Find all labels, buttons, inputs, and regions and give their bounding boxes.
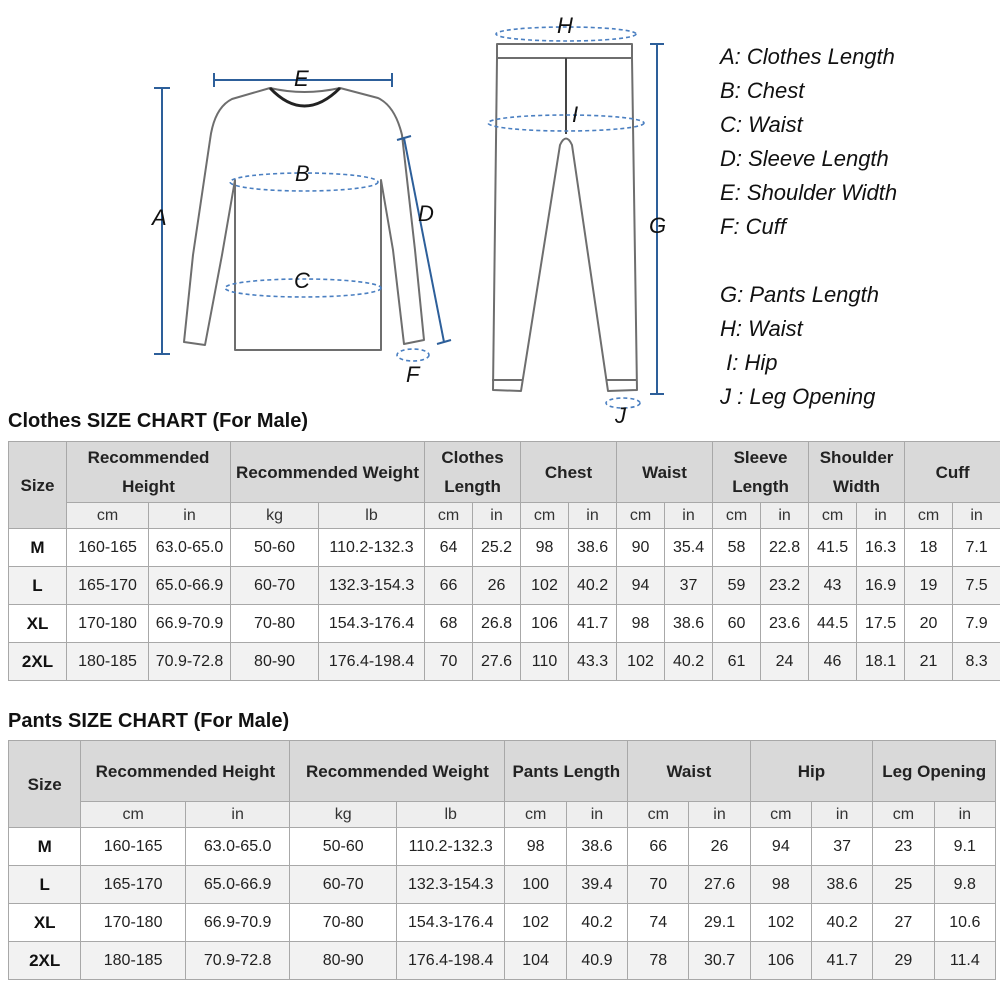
table-cell: 176.4-198.4: [396, 942, 505, 980]
table-cell: 30.7: [689, 942, 750, 980]
table-cell: 104: [505, 942, 566, 980]
table-cell: 132.3-154.3: [396, 866, 505, 904]
column-header: Recommended Height: [81, 741, 290, 802]
table-cell: 38.6: [665, 605, 713, 643]
unit-header: cm: [713, 503, 761, 529]
table-row: [9, 529, 1000, 567]
unit-header: cm: [905, 503, 953, 529]
table-cell: 7.9: [953, 605, 1000, 643]
column-header: Waist: [617, 442, 713, 503]
legend-item: J : Leg Opening: [720, 384, 876, 409]
table-cell: 70: [628, 866, 689, 904]
table-cell: 41.7: [811, 942, 872, 980]
table-cell: 44.5: [809, 605, 857, 643]
table-cell: 66.9-70.9: [149, 605, 231, 643]
table-cell: 64: [425, 529, 473, 567]
table-cell: 58: [713, 529, 761, 567]
table-cell: 19: [905, 567, 953, 605]
table-cell: 21: [905, 643, 953, 681]
table-cell: 68: [425, 605, 473, 643]
clothes-size-table: [8, 441, 1000, 681]
unit-header: cm: [67, 503, 149, 529]
label-d: D: [418, 201, 434, 226]
unit-header: lb: [396, 802, 505, 828]
table-cell: 27.6: [689, 866, 750, 904]
table-cell: 106: [521, 605, 569, 643]
table-cell: 102: [505, 904, 566, 942]
table-cell: 65.0-66.9: [185, 866, 290, 904]
table-cell: 26.8: [473, 605, 521, 643]
column-header: Waist: [628, 741, 751, 802]
table-cell: 65.0-66.9: [149, 567, 231, 605]
table-cell: 18.1: [857, 643, 905, 681]
table-cell: 66.9-70.9: [185, 904, 290, 942]
table-cell: 90: [617, 529, 665, 567]
table-cell: 63.0-65.0: [185, 828, 290, 866]
size-cell: M: [9, 828, 81, 866]
label-a: A: [152, 205, 167, 230]
table-cell: 70-80: [290, 904, 397, 942]
table-row: [9, 866, 996, 904]
table-cell: 170-180: [81, 904, 186, 942]
table-cell: 25: [873, 866, 934, 904]
table-cell: 110.2-132.3: [319, 529, 425, 567]
table-cell: 66: [425, 567, 473, 605]
label-b: B: [295, 161, 310, 186]
table-cell: 110.2-132.3: [396, 828, 505, 866]
table-cell: 98: [505, 828, 566, 866]
table-cell: 61: [713, 643, 761, 681]
legend-item: H: Waist: [720, 316, 803, 341]
table-cell: 7.5: [953, 567, 1000, 605]
table-cell: 70-80: [231, 605, 319, 643]
table-cell: 50-60: [231, 529, 319, 567]
unit-header: in: [857, 503, 905, 529]
table-cell: 100: [505, 866, 566, 904]
unit-header: cm: [505, 802, 566, 828]
table-cell: 98: [750, 866, 811, 904]
legend-item: A: Clothes Length: [720, 44, 895, 69]
table-cell: 23.2: [761, 567, 809, 605]
table-cell: 160-165: [81, 828, 186, 866]
table-cell: 38.6: [566, 828, 627, 866]
unit-header: cm: [521, 503, 569, 529]
table-cell: 60-70: [231, 567, 319, 605]
table-cell: 160-165: [67, 529, 149, 567]
table-row: [9, 904, 996, 942]
table-cell: 170-180: [67, 605, 149, 643]
size-cell: XL: [9, 904, 81, 942]
table-cell: 26: [689, 828, 750, 866]
garment-diagram: [0, 0, 700, 430]
table-cell: 165-170: [81, 866, 186, 904]
table-cell: 180-185: [67, 643, 149, 681]
table-cell: 154.3-176.4: [396, 904, 505, 942]
table-cell: 22.8: [761, 529, 809, 567]
table-cell: 46: [809, 643, 857, 681]
table-cell: 40.2: [566, 904, 627, 942]
table-cell: 38.6: [569, 529, 617, 567]
table-cell: 40.2: [569, 567, 617, 605]
legend-item: F: Cuff: [720, 214, 787, 239]
table-cell: 37: [665, 567, 713, 605]
table-cell: 43.3: [569, 643, 617, 681]
table-cell: 70: [425, 643, 473, 681]
table-cell: 80-90: [231, 643, 319, 681]
legend-item: B: Chest: [720, 78, 805, 103]
table-cell: 176.4-198.4: [319, 643, 425, 681]
table-cell: 11.4: [934, 942, 995, 980]
table-cell: 17.5: [857, 605, 905, 643]
clothes-chart-title: Clothes SIZE CHART (For Male): [8, 410, 309, 432]
table-cell: 43: [809, 567, 857, 605]
unit-header: in: [149, 503, 231, 529]
unit-header: in: [811, 802, 872, 828]
table-cell: 60-70: [290, 866, 397, 904]
table-cell: 23: [873, 828, 934, 866]
table-cell: 7.1: [953, 529, 1000, 567]
table-cell: 16.9: [857, 567, 905, 605]
size-cell: M: [9, 529, 67, 567]
table-cell: 29.1: [689, 904, 750, 942]
table-cell: 132.3-154.3: [319, 567, 425, 605]
unit-header: cm: [617, 503, 665, 529]
table-cell: 27.6: [473, 643, 521, 681]
table-cell: 60: [713, 605, 761, 643]
legend-item: C: Waist: [720, 112, 803, 137]
table-cell: 16.3: [857, 529, 905, 567]
legend-item: G: Pants Length: [720, 282, 879, 307]
unit-header: cm: [425, 503, 473, 529]
unit-header: in: [566, 802, 627, 828]
label-c: C: [294, 268, 310, 293]
pants-size-table: [8, 740, 996, 980]
table-row: [9, 942, 996, 980]
table-cell: 41.5: [809, 529, 857, 567]
label-g: G: [649, 213, 667, 238]
label-h: H: [557, 13, 573, 38]
table-cell: 70.9-72.8: [149, 643, 231, 681]
unit-header: cm: [873, 802, 934, 828]
table-cell: 63.0-65.0: [149, 529, 231, 567]
unit-header: in: [953, 503, 1000, 529]
table-cell: 50-60: [290, 828, 397, 866]
measurement-legend: [720, 40, 897, 414]
unit-header: in: [665, 503, 713, 529]
table-cell: 154.3-176.4: [319, 605, 425, 643]
measurement-lines: [154, 44, 667, 394]
unit-header: in: [569, 503, 617, 529]
size-cell: L: [9, 567, 67, 605]
unit-header: kg: [231, 503, 319, 529]
table-row: [9, 605, 1000, 643]
unit-header: cm: [628, 802, 689, 828]
table-cell: 35.4: [665, 529, 713, 567]
column-header: Sleeve Length: [713, 442, 809, 503]
label-f: F: [406, 362, 420, 387]
unit-header: kg: [290, 802, 397, 828]
table-cell: 8.3: [953, 643, 1000, 681]
column-header: Hip: [750, 741, 873, 802]
table-cell: 41.7: [569, 605, 617, 643]
table-cell: 110: [521, 643, 569, 681]
pants-chart-title: Pants SIZE CHART (For Male): [8, 710, 290, 732]
unit-header: in: [185, 802, 290, 828]
table-row: [9, 643, 1000, 681]
label-i: I: [572, 102, 579, 127]
label-j: J: [615, 403, 626, 428]
table-cell: 26: [473, 567, 521, 605]
column-header: Recommended Height: [67, 442, 231, 503]
unit-header: in: [934, 802, 995, 828]
unit-header: cm: [750, 802, 811, 828]
table-cell: 102: [521, 567, 569, 605]
column-header: Recommended Weight: [231, 442, 425, 503]
column-header: Chest: [521, 442, 617, 503]
table-cell: 9.1: [934, 828, 995, 866]
table-cell: 74: [628, 904, 689, 942]
table-cell: 9.8: [934, 866, 995, 904]
pants-illustration: [492, 44, 637, 391]
table-cell: 20: [905, 605, 953, 643]
unit-header: cm: [81, 802, 186, 828]
table-cell: 27: [873, 904, 934, 942]
size-cell: 2XL: [9, 643, 67, 681]
table-cell: 70.9-72.8: [185, 942, 290, 980]
table-cell: 23.6: [761, 605, 809, 643]
table-cell: 102: [750, 904, 811, 942]
unit-header: in: [689, 802, 750, 828]
size-header: Size: [9, 442, 67, 529]
label-e: E: [294, 66, 309, 91]
table-cell: 40.2: [665, 643, 713, 681]
size-cell: 2XL: [9, 942, 81, 980]
size-cell: L: [9, 866, 81, 904]
table-cell: 78: [628, 942, 689, 980]
table-cell: 59: [713, 567, 761, 605]
legend-item: D: Sleeve Length: [720, 146, 889, 171]
table-cell: 40.9: [566, 942, 627, 980]
table-cell: 66: [628, 828, 689, 866]
table-cell: 39.4: [566, 866, 627, 904]
column-header: Cuff: [905, 442, 1000, 503]
column-header: Pants Length: [505, 741, 628, 802]
table-cell: 98: [617, 605, 665, 643]
legend-item: I: Hip: [720, 350, 778, 375]
column-header: Clothes Length: [425, 442, 521, 503]
table-cell: 37: [811, 828, 872, 866]
table-cell: 40.2: [811, 904, 872, 942]
table-cell: 10.6: [934, 904, 995, 942]
table-row: [9, 567, 1000, 605]
unit-header: lb: [319, 503, 425, 529]
shirt-illustration: [184, 88, 424, 350]
column-header: Leg Opening: [873, 741, 996, 802]
table-cell: 94: [617, 567, 665, 605]
table-cell: 98: [521, 529, 569, 567]
size-cell: XL: [9, 605, 67, 643]
column-header: Shoulder Width: [809, 442, 905, 503]
unit-header: in: [473, 503, 521, 529]
legend-item: E: Shoulder Width: [720, 180, 898, 205]
unit-header: in: [761, 503, 809, 529]
table-row: [9, 828, 996, 866]
unit-header: cm: [809, 503, 857, 529]
table-cell: 106: [750, 942, 811, 980]
table-cell: 38.6: [811, 866, 872, 904]
table-cell: 18: [905, 529, 953, 567]
table-cell: 24: [761, 643, 809, 681]
size-header: Size: [9, 741, 81, 828]
table-cell: 29: [873, 942, 934, 980]
table-cell: 165-170: [67, 567, 149, 605]
table-cell: 94: [750, 828, 811, 866]
table-cell: 180-185: [81, 942, 186, 980]
column-header: Recommended Weight: [290, 741, 505, 802]
table-cell: 80-90: [290, 942, 397, 980]
table-cell: 102: [617, 643, 665, 681]
table-cell: 25.2: [473, 529, 521, 567]
